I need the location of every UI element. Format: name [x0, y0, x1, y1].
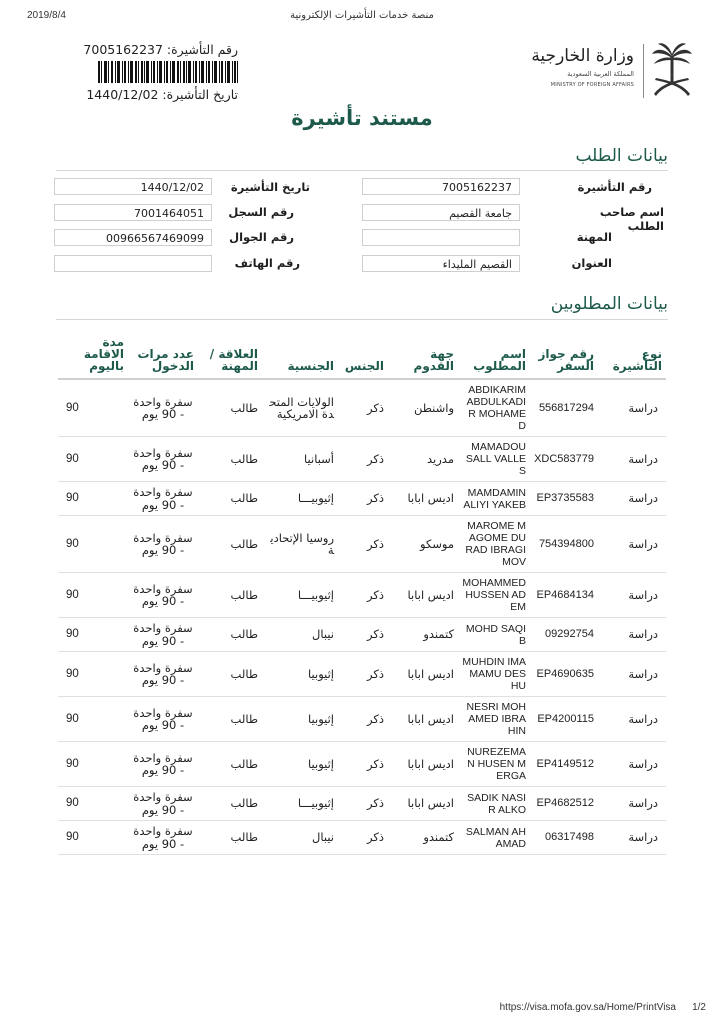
gender-cell: ذكر — [338, 379, 388, 437]
relation-cell: طالب — [198, 516, 262, 573]
nationality-cell: إثيوبيا — [262, 742, 338, 787]
relation-cell: طالب — [198, 379, 262, 437]
passport-cell: XDC583779 — [530, 437, 598, 482]
document-title: مستند تأشيرة — [291, 106, 433, 130]
table-row — [58, 742, 666, 787]
entries-cell: سفرة واحدة - 90 يوم — [128, 379, 198, 437]
visa-number-field: 7005162237 — [362, 178, 520, 195]
entries-cell: سفرة واحدة - 90 يوم — [128, 437, 198, 482]
entries-cell: سفرة واحدة - 90 يوم — [128, 652, 198, 697]
stay-cell: 90 — [58, 437, 128, 482]
col-visa-type: نوع التأشيرة — [598, 336, 666, 379]
visa-number-line: رقم التأشيرة: 7005162237 — [83, 42, 238, 57]
gender-cell: ذكر — [338, 787, 388, 821]
origin-cell: واشنطن — [388, 379, 458, 437]
registry-number-label: رقم السجل — [228, 205, 294, 219]
print-page-number: 1/2 — [692, 1002, 706, 1013]
stay-cell: 90 — [58, 742, 128, 787]
nationality-cell: نيبال — [262, 821, 338, 855]
logo-divider — [643, 44, 644, 98]
table-row — [58, 573, 666, 618]
entries-cell: سفرة واحدة - 90 يوم — [128, 482, 198, 516]
gender-cell: ذكر — [338, 482, 388, 516]
name-cell: MUHDIN IMAMAMU DESHU — [458, 652, 530, 697]
entries-cell: سفرة واحدة - 90 يوم — [128, 787, 198, 821]
stay-cell: 90 — [58, 482, 128, 516]
applicant-name-field: جامعة القصيم — [362, 204, 520, 221]
nationality-cell: إثيوبيـــا — [262, 573, 338, 618]
stay-cell: 90 — [58, 379, 128, 437]
table-row — [58, 787, 666, 821]
entries-cell: سفرة واحدة - 90 يوم — [128, 573, 198, 618]
table-row — [58, 482, 666, 516]
gender-cell: ذكر — [338, 821, 388, 855]
entries-cell: سفرة واحدة - 90 يوم — [128, 821, 198, 855]
passport-cell: 06317498 — [530, 821, 598, 855]
origin-cell: موسكو — [388, 516, 458, 573]
profession-label: المهنة — [576, 230, 612, 244]
visa-number-label: رقم التأشيرة — [577, 180, 652, 194]
passport-cell: 09292754 — [530, 618, 598, 652]
name-cell: MOHD SAQIB — [458, 618, 530, 652]
origin-cell: اديس ابابا — [388, 482, 458, 516]
palm-swords-emblem-icon — [648, 42, 696, 100]
visa-date-label: تاريخ التأشيرة — [230, 180, 310, 194]
mobile-number-label: رقم الجوال — [229, 230, 294, 244]
gender-cell: ذكر — [338, 516, 388, 573]
gender-cell: ذكر — [338, 742, 388, 787]
visa-type-cell: دراسة — [598, 618, 666, 652]
visa-type-cell: دراسة — [598, 482, 666, 516]
visa-type-cell: دراسة — [598, 516, 666, 573]
ministry-subtitle-ar: المملكة العربية السعودية — [567, 70, 634, 78]
registry-number-field: 7001464051 — [54, 204, 212, 221]
stay-cell: 90 — [58, 652, 128, 697]
profession-field — [362, 229, 520, 246]
relation-cell: طالب — [198, 697, 262, 742]
table-row — [58, 516, 666, 573]
passport-cell: EP4200115 — [530, 697, 598, 742]
gender-cell: ذكر — [338, 437, 388, 482]
visa-type-cell: دراسة — [598, 652, 666, 697]
request-section-divider — [56, 170, 668, 171]
people-table-body — [58, 379, 666, 855]
origin-cell: اديس ابابا — [388, 652, 458, 697]
stay-cell: 90 — [58, 787, 128, 821]
origin-cell: كتمندو — [388, 821, 458, 855]
col-entries: عدد مرات الدخول — [128, 336, 198, 379]
origin-cell: اديس ابابا — [388, 742, 458, 787]
relation-cell: طالب — [198, 437, 262, 482]
visa-date-field: 1440/12/02 — [54, 178, 212, 195]
visa-type-cell: دراسة — [598, 742, 666, 787]
visa-type-cell: دراسة — [598, 573, 666, 618]
visa-reference-block — [78, 42, 238, 102]
passport-cell: EP4684134 — [530, 573, 598, 618]
name-cell: MAMDAMIN ALIYI YAKEB — [458, 482, 530, 516]
print-footer — [0, 1002, 724, 1018]
visa-type-cell: دراسة — [598, 697, 666, 742]
passport-cell: EP3735583 — [530, 482, 598, 516]
visa-type-cell: دراسة — [598, 821, 666, 855]
origin-cell: مدريد — [388, 437, 458, 482]
relation-cell: طالب — [198, 742, 262, 787]
people-table — [58, 336, 666, 855]
col-gender: الجنس — [338, 336, 388, 379]
phone-number-field — [54, 255, 212, 272]
origin-cell: اديس ابابا — [388, 787, 458, 821]
mobile-number-field: 00966567469099 — [54, 229, 212, 246]
origin-cell: اديس ابابا — [388, 697, 458, 742]
table-row — [58, 618, 666, 652]
relation-cell: طالب — [198, 573, 262, 618]
table-row — [58, 437, 666, 482]
applicant-name-label: اسم صاحب الطلب — [599, 205, 664, 233]
visa-type-cell: دراسة — [598, 787, 666, 821]
nationality-cell: إثيوبيا — [262, 697, 338, 742]
print-page-title: منصة خدمات التأشيرات الإلكترونية — [290, 10, 434, 21]
nationality-cell: إثيوبيا — [262, 652, 338, 697]
entries-cell: سفرة واحدة - 90 يوم — [128, 697, 198, 742]
visa-type-cell: دراسة — [598, 437, 666, 482]
nationality-cell: الولايات المتحدة الامريكية — [262, 379, 338, 437]
passport-cell: 556817294 — [530, 379, 598, 437]
ministry-subtitle-en: MINISTRY OF FOREIGN AFFAIRS — [550, 82, 634, 88]
name-cell: SADIK NASIR ALKO — [458, 787, 530, 821]
visa-type-cell: دراسة — [598, 379, 666, 437]
print-header — [0, 10, 724, 26]
gender-cell: ذكر — [338, 652, 388, 697]
entries-cell: سفرة واحدة - 90 يوم — [128, 742, 198, 787]
col-passport: رقم جواز السفر — [530, 336, 598, 379]
print-date: 2019/8/4 — [27, 10, 66, 21]
name-cell: ABDIKARIM ABDULKADIR MOHAMED — [458, 379, 530, 437]
ministry-logo — [476, 42, 696, 102]
relation-cell: طالب — [198, 652, 262, 697]
address-label: العنوان — [571, 256, 612, 270]
visa-date-line: تاريخ التأشيرة: 1440/12/02 — [86, 87, 238, 102]
relation-cell: طالب — [198, 821, 262, 855]
nationality-cell: أسبانيا — [262, 437, 338, 482]
address-field: القصيم المليداء — [362, 255, 520, 272]
nationality-cell: روسيا الإتحادية — [262, 516, 338, 573]
relation-cell: طالب — [198, 787, 262, 821]
people-section-title: بيانات المطلوبين — [550, 294, 668, 314]
col-from: جهة القدوم — [388, 336, 458, 379]
col-name: اسم المطلوب — [458, 336, 530, 379]
stay-cell: 90 — [58, 618, 128, 652]
request-section-title: بيانات الطلب — [575, 146, 668, 166]
col-stay: مدة الاقامة باليوم — [58, 336, 128, 379]
name-cell: SALMAN AHAMAD — [458, 821, 530, 855]
passport-cell: 754394800 — [530, 516, 598, 573]
entries-cell: سفرة واحدة - 90 يوم — [128, 618, 198, 652]
barcode-icon — [98, 61, 238, 83]
name-cell: NUREZEMAN HUSEN MERGA — [458, 742, 530, 787]
nationality-cell: إثيوبيـــا — [262, 787, 338, 821]
table-row — [58, 652, 666, 697]
table-row — [58, 379, 666, 437]
people-section-divider — [56, 319, 668, 320]
gender-cell: ذكر — [338, 697, 388, 742]
name-cell: MAMADOU SALL VALLES — [458, 437, 530, 482]
passport-cell: EP4690635 — [530, 652, 598, 697]
stay-cell: 90 — [58, 821, 128, 855]
gender-cell: ذكر — [338, 618, 388, 652]
nationality-cell: نيبال — [262, 618, 338, 652]
relation-cell: طالب — [198, 482, 262, 516]
people-table-header — [58, 336, 666, 379]
relation-cell: طالب — [198, 618, 262, 652]
name-cell: NESRI MOHAMED IBRAHIN — [458, 697, 530, 742]
entries-cell: سفرة واحدة - 90 يوم — [128, 516, 198, 573]
gender-cell: ذكر — [338, 573, 388, 618]
stay-cell: 90 — [58, 516, 128, 573]
print-url: https://visa.mofa.gov.sa/Home/PrintVisa — [499, 1002, 676, 1013]
phone-number-label: رقم الهاتف — [234, 256, 300, 270]
ministry-name: وزارة الخارجية — [531, 46, 634, 66]
table-row — [58, 697, 666, 742]
stay-cell: 90 — [58, 697, 128, 742]
passport-cell: EP4682512 — [530, 787, 598, 821]
table-row — [58, 821, 666, 855]
name-cell: MAROME MAGOME DURAD IBRAGIMOV — [458, 516, 530, 573]
passport-cell: EP4149512 — [530, 742, 598, 787]
col-nationality: الجنسية — [262, 336, 338, 379]
stay-cell: 90 — [58, 573, 128, 618]
origin-cell: كتمندو — [388, 618, 458, 652]
nationality-cell: إثيوبيـــا — [262, 482, 338, 516]
col-relation: العلاقة / المهنة — [198, 336, 262, 379]
origin-cell: اديس ابابا — [388, 573, 458, 618]
name-cell: MOHAMMED HUSSEN ADEM — [458, 573, 530, 618]
